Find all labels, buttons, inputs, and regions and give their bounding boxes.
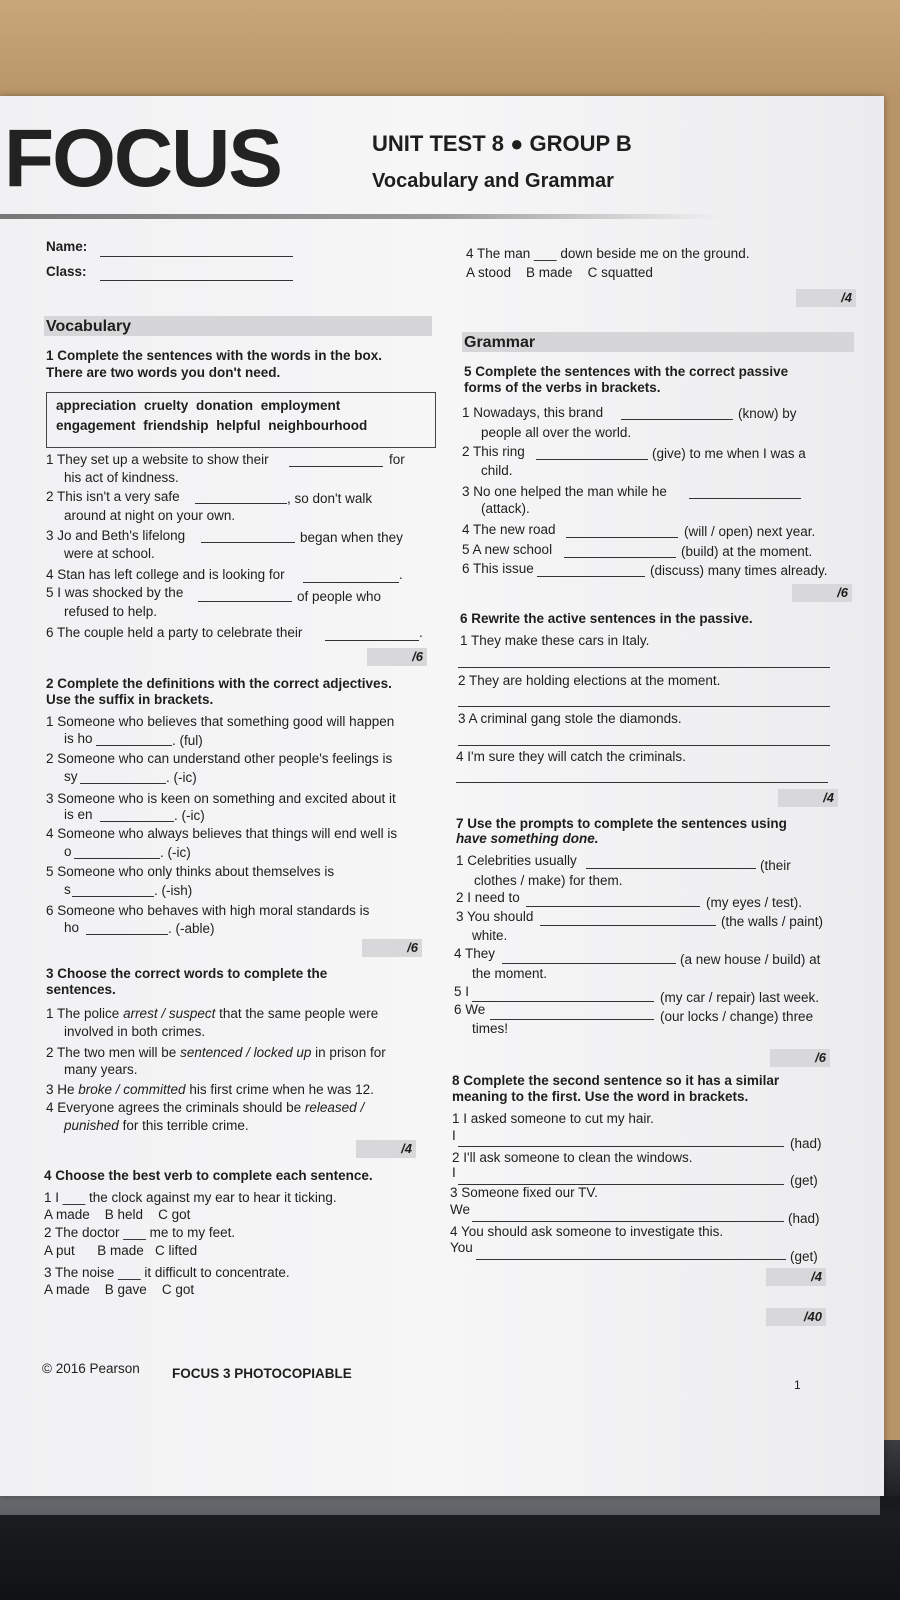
header-rule xyxy=(0,214,720,219)
answer-blank[interactable] xyxy=(195,503,287,504)
ex1-instruction: 1 Complete the sentences with the words in the box. xyxy=(46,348,383,363)
ex2-item-suffix: . (ful) xyxy=(172,733,203,748)
answer-blank[interactable] xyxy=(472,1001,654,1002)
ex7-item-cont: clothes / make) for them. xyxy=(474,873,623,888)
ex1-item: 1 They set up a website to show their xyxy=(46,452,269,467)
focus-logo: FOCUS xyxy=(4,113,281,204)
ex2-score: /6 xyxy=(362,939,422,957)
ex3-score: /4 xyxy=(356,1140,416,1158)
ex1-item-cont: his act of kindness. xyxy=(64,470,179,485)
vocabulary-heading: Vocabulary xyxy=(44,316,432,336)
ex5-item: 2 This ring xyxy=(462,444,525,459)
ex4-options[interactable]: A made B gave C got xyxy=(44,1282,195,1297)
ex4-options[interactable]: A put B made C lifted xyxy=(44,1243,198,1258)
answer-blank[interactable] xyxy=(74,858,160,859)
ex7-instruction-2: have something done. xyxy=(456,831,599,846)
ex5-item-tail: (know) by xyxy=(738,406,797,421)
ex4-instruction: 4 Choose the best verb to complete each sentence. xyxy=(44,1168,373,1183)
ex3-options[interactable]: sentenced / locked up xyxy=(180,1045,312,1060)
ex1-item-tail: , so don't walk xyxy=(287,491,373,506)
ex6-item: 1 They make these cars in Italy. xyxy=(460,633,650,648)
ex2-item-start: is en xyxy=(64,807,93,822)
ex8-word: (had) xyxy=(790,1136,822,1151)
answer-line[interactable] xyxy=(456,782,828,783)
ex8-instruction-2: meaning to the first. Use the word in brackets. xyxy=(452,1089,749,1104)
ex2-item-suffix: . (-able) xyxy=(168,921,215,936)
answer-blank[interactable] xyxy=(72,896,154,897)
ex7-item-tail: (their xyxy=(760,858,791,873)
ex7-item: 1 Celebrities usually xyxy=(456,853,577,868)
ex8-word: (get) xyxy=(790,1249,818,1264)
ex1-item-tail: for xyxy=(389,452,405,467)
ex1-item-tail: of people who xyxy=(297,589,382,604)
answer-blank[interactable] xyxy=(96,745,172,746)
ex2-item-suffix: . (-ic) xyxy=(166,770,197,785)
ex5-item: 5 A new school xyxy=(462,542,553,557)
word-box-row: appreciation cruelty donation employment xyxy=(56,398,341,413)
class-field[interactable] xyxy=(100,280,293,281)
ex5-item-tail: (will / open) next year. xyxy=(684,524,816,539)
ex5-item-cont: (attack). xyxy=(481,501,530,516)
ex8-word: (had) xyxy=(788,1211,820,1226)
ex1-item: 2 This isn't a very safe xyxy=(46,489,180,504)
unit-title: UNIT TEST 8 ● GROUP B xyxy=(372,131,632,156)
ex2-item: 1 Someone who believes that something good will happen xyxy=(46,714,395,729)
ex6-item: 4 I'm sure they will catch the criminals. xyxy=(456,749,686,764)
ex8-question: 3 Someone fixed our TV. xyxy=(450,1185,598,1200)
ex3-item: 2 The two men will be sentenced / locked up in prison for xyxy=(46,1045,386,1060)
ex4-score: /4 xyxy=(796,289,856,307)
ex7-item: 2 I need to xyxy=(456,890,520,905)
ex2-item-suffix: . (-ic) xyxy=(174,808,205,823)
ex1-item: 4 Stan has left college and is looking for xyxy=(46,567,285,582)
ex3-instruction-2: sentences. xyxy=(46,982,116,997)
ex5-item-tail: (give) to me when I was a xyxy=(652,446,806,461)
ex7-instruction: 7 Use the prompts to complete the sentences using xyxy=(456,816,787,831)
ex5-item-tail: (discuss) many times already. xyxy=(650,563,828,578)
ex1-instruction-2: There are two words you don't need. xyxy=(46,365,281,380)
answer-blank[interactable] xyxy=(586,868,756,869)
page-subtitle: Vocabulary and Grammar xyxy=(372,170,614,192)
ex3-options[interactable]: arrest / suspect xyxy=(123,1006,216,1021)
answer-blank[interactable] xyxy=(289,466,383,467)
ex2-instruction-2: Use the suffix in brackets. xyxy=(46,692,214,707)
answer-blank[interactable] xyxy=(80,783,166,784)
ex4-question: 4 The man ___ down beside me on the ground. xyxy=(466,246,750,261)
ex7-item: 4 They xyxy=(454,946,496,961)
ex5-item: 3 No one helped the man while he xyxy=(462,484,667,499)
answer-line[interactable] xyxy=(458,1146,784,1147)
answer-blank[interactable] xyxy=(198,601,292,602)
ex7-item-tail: (the walls / paint) xyxy=(721,914,824,929)
answer-blank[interactable] xyxy=(502,963,676,964)
ex7-item-cont: white. xyxy=(472,928,508,943)
answer-blank[interactable] xyxy=(540,925,716,926)
ex2-item-suffix: . (-ish) xyxy=(154,883,193,898)
ex2-item: 6 Someone who behaves with high moral standards is xyxy=(46,903,370,918)
ex3-item-cont: many years. xyxy=(64,1062,138,1077)
ex1-item-tail: . xyxy=(399,567,403,582)
ex2-item-start: ho xyxy=(64,920,80,935)
ex8-start: We xyxy=(450,1202,471,1217)
ex3-item-cont: punished for this terrible crime. xyxy=(64,1118,249,1133)
ex2-instruction: 2 Complete the definitions with the correct adjectives. xyxy=(46,676,392,691)
ex5-score: /6 xyxy=(792,584,852,602)
page-edge-shadow xyxy=(0,1496,900,1516)
answer-blank[interactable] xyxy=(86,934,168,935)
ex3-instruction: 3 Choose the correct words to complete the xyxy=(46,966,328,981)
ex7-item: 3 You should xyxy=(456,909,534,924)
answer-line[interactable] xyxy=(458,706,830,707)
ex3-item-cont: involved in both crimes. xyxy=(64,1024,206,1039)
ex2-item-start: o xyxy=(64,844,72,859)
name-label: Name: xyxy=(46,239,88,254)
ex4-options[interactable]: A made B held C got xyxy=(44,1207,191,1222)
ex3-options[interactable]: released / xyxy=(304,1100,365,1115)
ex4-question: 2 The doctor ___ me to my feet. xyxy=(44,1225,236,1240)
ex5-instruction-2: forms of the verbs in brackets. xyxy=(464,380,661,395)
ex3-item: 3 He broke / committed his first crime when he was 12. xyxy=(46,1082,374,1097)
answer-blank[interactable] xyxy=(201,542,295,543)
ex2-item: 4 Someone who always believes that things will end well is xyxy=(46,826,398,841)
ex3-item: 1 The police arrest / suspect that the same people were xyxy=(46,1006,379,1021)
ex8-question: 1 I asked someone to cut my hair. xyxy=(452,1111,654,1126)
ex8-start: I xyxy=(452,1165,456,1180)
photocopiable-note: FOCUS 3 PHOTOCOPIABLE xyxy=(172,1366,352,1381)
ex4-question: 1 I ___ the clock against my ear to hear it ticking. xyxy=(44,1190,337,1205)
answer-line[interactable] xyxy=(458,745,830,746)
ex5-item: 1 Nowadays, this brand xyxy=(462,405,604,420)
ex6-item: 2 They are holding elections at the moment. xyxy=(458,673,721,688)
ex1-item-cont: refused to help. xyxy=(64,604,158,619)
answer-line[interactable] xyxy=(458,667,830,668)
ex5-item-cont: child. xyxy=(481,463,513,478)
ex5-item-cont: people all over the world. xyxy=(481,425,632,440)
ex7-item-tail: (my eyes / test). xyxy=(706,895,803,910)
ex2-item: 5 Someone who only thinks about themselves is xyxy=(46,864,335,879)
answer-blank[interactable] xyxy=(100,821,174,822)
answer-blank[interactable] xyxy=(689,498,801,499)
word-box-row: engagement friendship helpful neighbourhood xyxy=(56,418,368,433)
ex1-item-tail: began when they xyxy=(300,530,403,545)
name-field[interactable] xyxy=(100,256,293,257)
answer-blank[interactable] xyxy=(303,582,399,583)
ex4-question: 3 The noise ___ it difficult to concentrate. xyxy=(44,1265,290,1280)
ex1-item-cont: were at school. xyxy=(64,546,155,561)
answer-blank[interactable] xyxy=(536,459,648,460)
ex5-item: 6 This issue xyxy=(462,561,534,576)
ex2-item: 3 Someone who is keen on something and excited about it xyxy=(46,791,396,806)
ex8-question: 4 You should ask someone to investigate this. xyxy=(450,1224,724,1239)
ex3-item: 4 Everyone agrees the criminals should be released / xyxy=(46,1100,365,1115)
ex1-item-tail: . xyxy=(419,625,423,640)
page-number: 1 xyxy=(794,1378,801,1392)
ex5-item: 4 The new road xyxy=(462,522,556,537)
ex1-item-cont: around at night on your own. xyxy=(64,508,236,523)
ex6-item: 3 A criminal gang stole the diamonds. xyxy=(458,711,682,726)
ex8-start: I xyxy=(452,1128,456,1143)
ex2-item-start: s xyxy=(64,882,71,897)
ex7-item-tail: (my car / repair) last week. xyxy=(660,990,820,1005)
grammar-heading: Grammar xyxy=(462,332,854,352)
ex8-question: 2 I'll ask someone to clean the windows. xyxy=(452,1150,693,1165)
ex1-item: 6 The couple held a party to celebrate their xyxy=(46,625,303,640)
ex8-start: You xyxy=(450,1240,473,1255)
ex7-item-cont: the moment. xyxy=(472,966,548,981)
ex6-instruction: 6 Rewrite the active sentences in the passive. xyxy=(460,611,753,626)
ex7-score: /6 xyxy=(770,1049,830,1067)
ex7-item: 5 I xyxy=(454,984,470,999)
copyright: © 2016 Pearson xyxy=(42,1361,140,1376)
answer-line[interactable] xyxy=(476,1259,786,1260)
ex3-options[interactable]: broke / committed xyxy=(78,1082,186,1097)
ex7-item: 6 We xyxy=(454,1002,486,1017)
answer-blank[interactable] xyxy=(325,640,419,641)
ex2-item-start: is ho xyxy=(64,731,93,746)
ex7-item-cont: times! xyxy=(472,1021,509,1036)
ex2-item: 2 Someone who can understand other people's feelings is xyxy=(46,751,393,766)
ex6-score: /4 xyxy=(778,789,838,807)
total-score: /40 xyxy=(766,1308,826,1326)
ex1-score: /6 xyxy=(367,648,427,666)
answer-blank[interactable] xyxy=(490,1019,654,1020)
ex4-options[interactable]: A stood B made C squatted xyxy=(466,265,653,280)
answer-blank[interactable] xyxy=(621,419,733,420)
ex5-instruction: 5 Complete the sentences with the correct passive xyxy=(464,364,789,379)
answer-blank[interactable] xyxy=(564,557,676,558)
ex7-item-tail: (a new house / build) at xyxy=(680,952,821,967)
answer-blank[interactable] xyxy=(566,537,678,538)
ex3-options[interactable]: punished xyxy=(64,1118,119,1133)
ex8-score: /4 xyxy=(766,1268,826,1286)
ex1-item: 3 Jo and Beth's lifelong xyxy=(46,528,186,543)
class-label: Class: xyxy=(46,264,87,279)
ex2-item-suffix: . (-ic) xyxy=(160,845,191,860)
ex7-item-tail: (our locks / change) three xyxy=(660,1009,814,1024)
ex8-word: (get) xyxy=(790,1173,818,1188)
answer-line[interactable] xyxy=(472,1221,784,1222)
ex2-item-start: sy xyxy=(64,769,78,784)
answer-blank[interactable] xyxy=(537,576,645,577)
ex8-instruction: 8 Complete the second sentence so it has a similar xyxy=(452,1073,780,1088)
ex5-item-tail: (build) at the moment. xyxy=(681,544,813,559)
answer-blank[interactable] xyxy=(526,906,700,907)
ex1-item: 5 I was shocked by the xyxy=(46,585,184,600)
